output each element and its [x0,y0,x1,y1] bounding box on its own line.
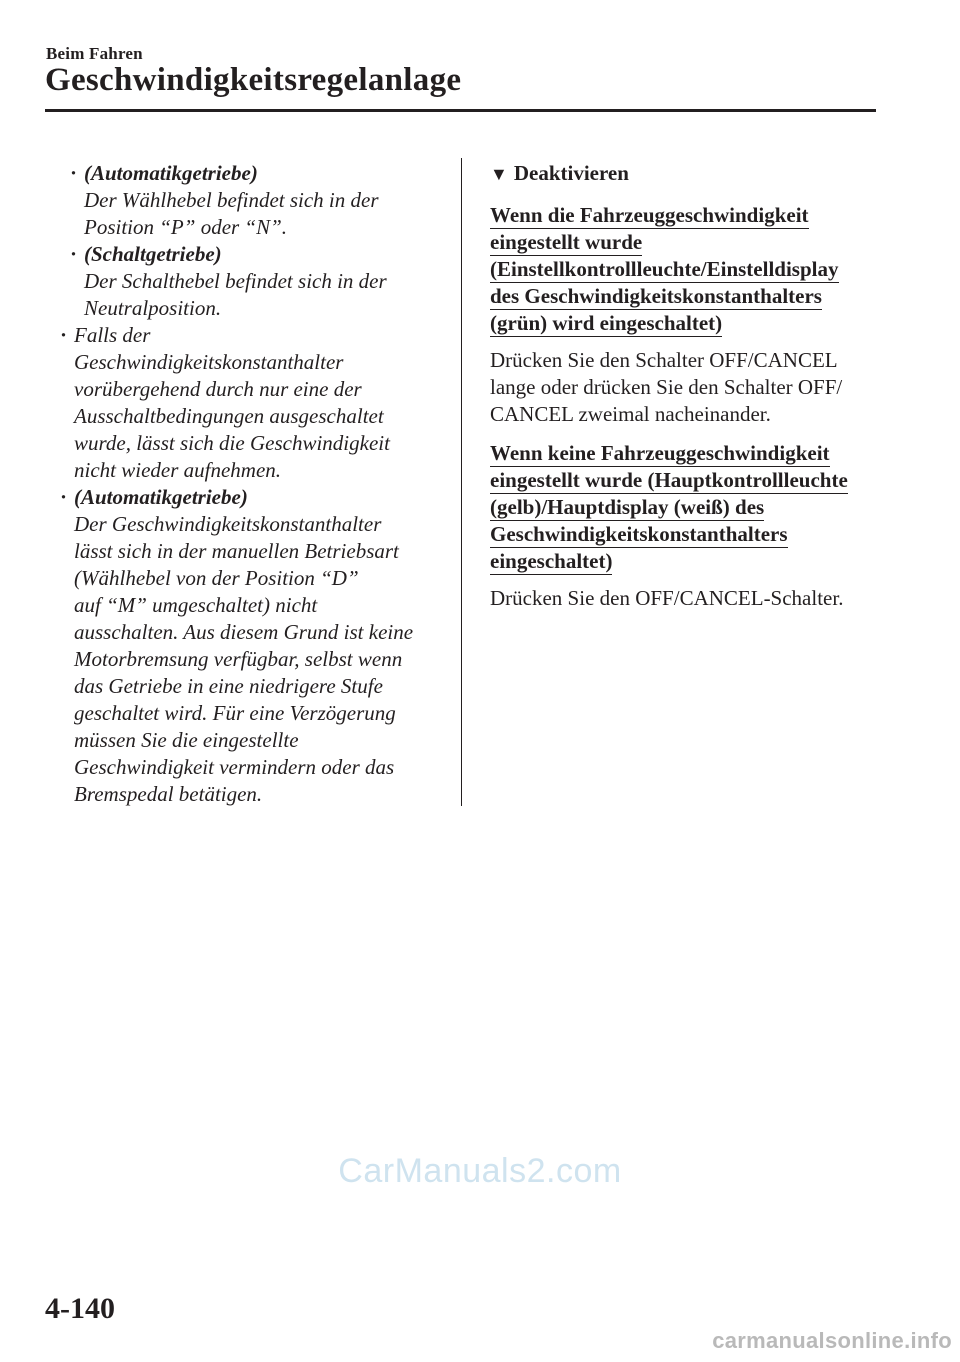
condition-line: (gelb)/Hauptdisplay (weiß) des [490,495,765,519]
left-column [56,160,451,808]
list-item [66,241,451,322]
condition-heading-set-speed [490,202,880,337]
condition-line: (Einstellkontrollleuchte/Einstelldisplay [490,257,839,281]
list-item [56,484,451,808]
right-column [490,160,880,624]
list-item [66,160,451,241]
item-text: Der Schalthebel befindet sich in der Neutralposition. [84,269,387,320]
instruction-paragraph: Drücken Sie den OFF/CANCEL-Schalter. [490,586,844,610]
bullet-icon: · [60,485,68,509]
page-number: 4-140 [45,1292,115,1325]
bullet-icon: · [70,242,78,266]
triangle-down-icon: ▼ [490,164,508,184]
condition-line: des Geschwindigkeitskonstanthalters [490,284,822,308]
condition-line: eingeschaltet) [490,549,613,573]
watermark-logo: CarManuals2.com [338,1152,622,1190]
chapter-title: Geschwindigkeitsregelanlage [45,62,462,98]
item-text: Falls der Geschwindigkeitskonstanthalter vorübergehend durch nur eine der Ausschaltbedingungen ausgeschaltet wurde, lässt sich die Geschwindigkeit nicht wieder aufnehmen. [74,323,390,482]
column-divider [461,158,462,806]
item-text: Der Geschwindigkeitskonstanthalter lässt sich in der manuellen Betriebsart (Wählhebel von der Position “D” auf “M” umgeschaltet) nicht ausschalten. Aus diesem Grund ist keine Motorbremsung verfügbar, selbst wenn das Getriebe in eine niedrigere Stufe geschaltet wird. Für eine Verzögerung müssen Sie die eingestellte Geschwindigkeit vermindern oder das Bremspedal betätigen. [74,512,414,806]
header-rule [45,109,876,112]
instruction-paragraph: Drücken Sie den Schalter OFF/CANCEL lange oder drücken Sie den Schalter OFF/ CANCEL zweimal nacheinander. [490,348,843,426]
condition-line: eingestellt wurde (Hauptkontrollleuchte [490,468,848,492]
condition-line: eingestellt wurde [490,230,643,254]
item-heading: (Automatikgetriebe) [84,161,258,185]
section-heading [490,160,880,188]
bullet-icon: · [60,323,68,347]
condition-line: (grün) wird eingeschaltet) [490,311,723,335]
bullet-icon: · [70,161,78,185]
section-label: Beim Fahren [46,44,143,63]
condition-heading-no-speed [490,440,880,575]
item-heading: (Automatikgetriebe) [74,485,248,509]
item-text: Der Wählhebel befindet sich in der Position “P” oder “N”. [84,188,379,239]
item-heading: (Schaltgetriebe) [84,242,222,266]
section-heading-text: Deaktivieren [513,161,629,185]
condition-line: Wenn keine Fahrzeuggeschwindigkeit [490,441,830,465]
site-footer-link[interactable]: carmanualsonline.info [712,1328,952,1353]
list-item [56,322,451,484]
condition-line: Wenn die Fahrzeuggeschwindigkeit [490,203,809,227]
condition-line: Geschwindigkeitskonstanthalters [490,522,788,546]
